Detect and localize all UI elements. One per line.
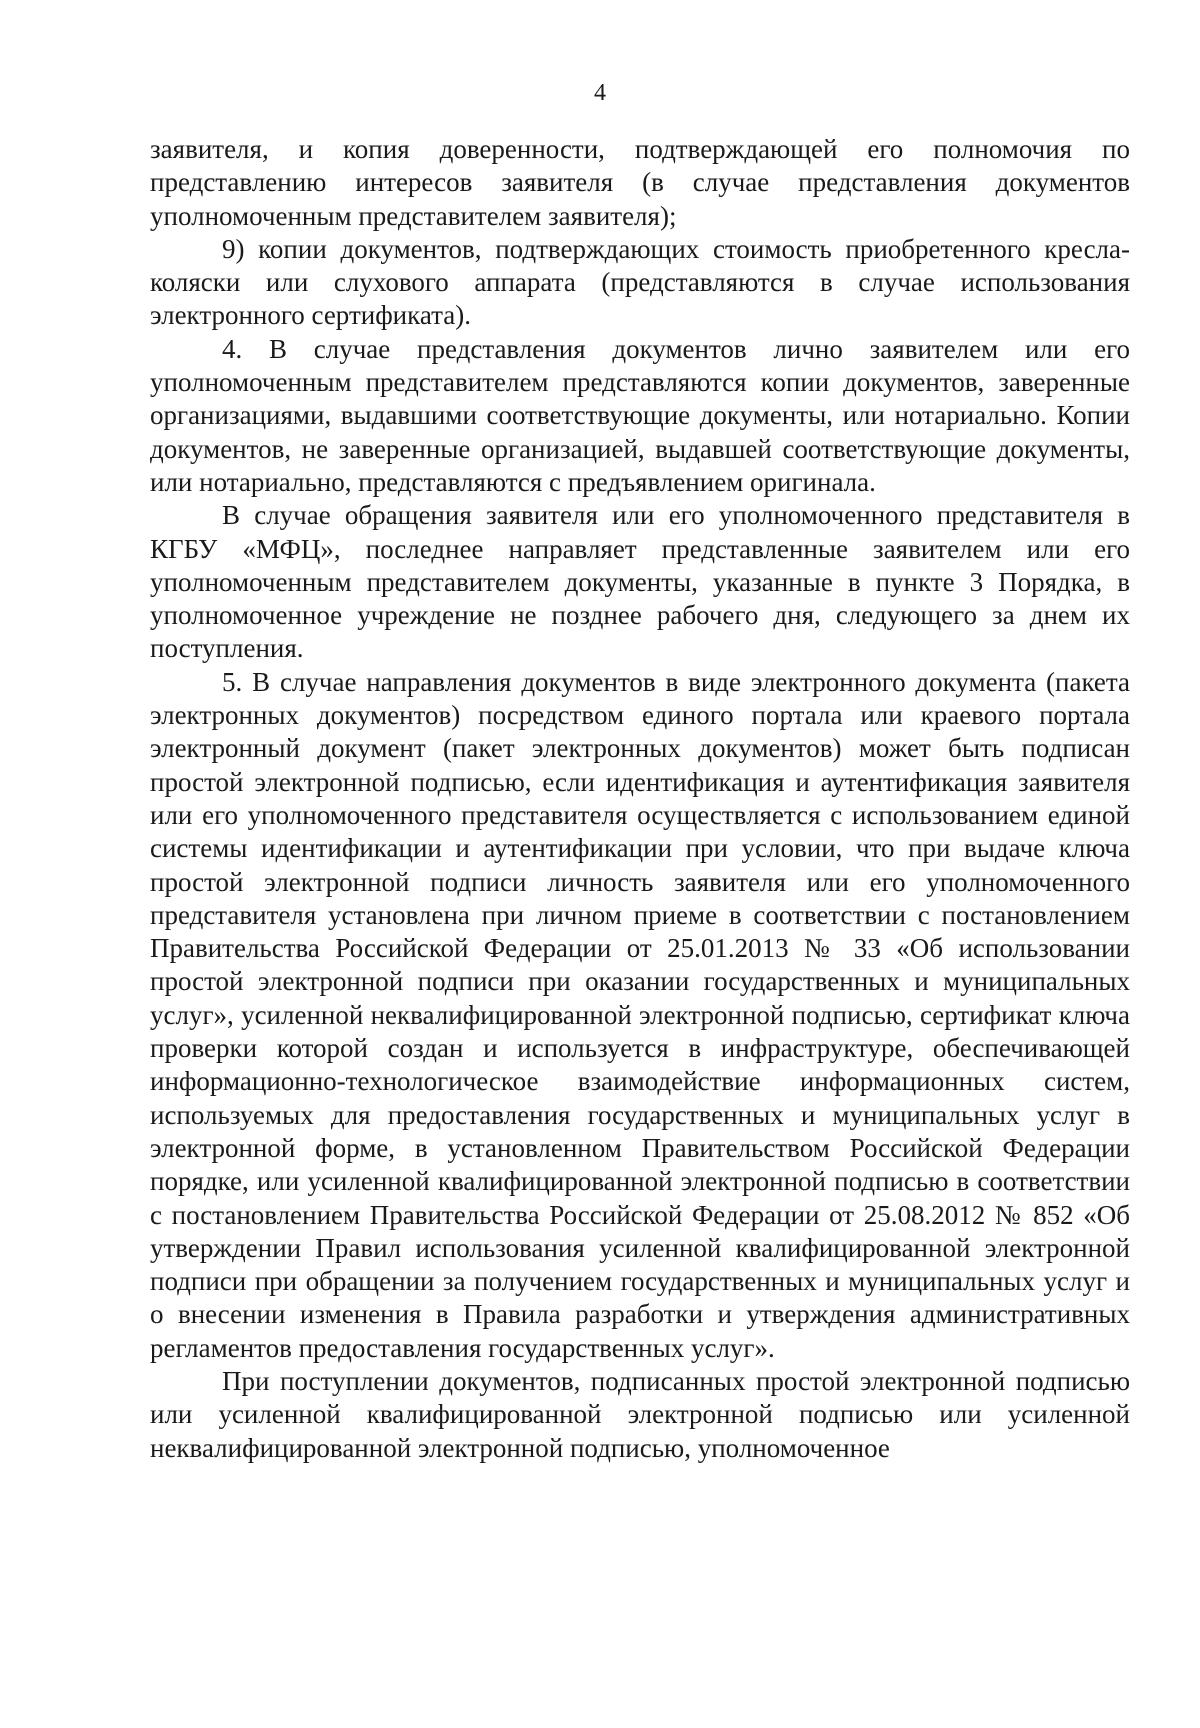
page-number: 4 (594, 80, 606, 106)
paragraph-section-4-copies: 4. В случае представления документов лично заявителем или его уполномоченным представителем представляются копии документов, заверенные организациями, выдавшими соответствующие документы, или нотариально. Копии документов, не заверенные организацией, выдавшей соответствующие документы, или нотариально, представляются с предъявлением оригинала. (150, 333, 1130, 497)
document-body (150, 133, 1130, 1465)
paragraph-mfc-forwarding: В случае обращения заявителя или его уполномоченного представителя в КГБУ «МФЦ», последнее направляет представленные заявителем или его уполномоченным представителем документы, указанные в пункте 3 Порядка, в уполномоченное учреждение не позднее рабочего дня, следующего за днем их поступления. (150, 500, 1130, 664)
paragraph-item-9-cost-documents: 9) копии документов, подтверждающих стоимость приобретенного кресла-коляски или слухового аппарата (представляются в случае использования электронного сертификата). (150, 233, 1130, 331)
paragraph-applicant-power-of-attorney: заявителя, и копия доверенности, подтверждающей его полномочия по представлению интересов заявителя (в случае представления документов уполномоченным представителем заявителя); (150, 134, 1130, 231)
paragraph-signed-documents-receipt: При поступлении документов, подписанных простой электронной подписью или усиленной квалифицированной электронной подписью или усиленной неквалифицированной электронной подписью, уполномоченное (150, 1365, 1130, 1463)
paragraph-section-5-electronic-signature: 5. В случае направления документов в виде электронного документа (пакета электронных документов) посредством единого портала или краевого портала электронный документ (пакет электронных документов) может быть подписан простой электронной подписью, если идентификация и аутентификация заявителя или его уполномоченного представителя осуществляется с использованием единой системы идентификации и аутентификации при условии, что при выдаче ключа простой электронной подписи личность заявителя или его уполномоченного представителя установлена при личном приеме в соответствии с постановлением Правительства Российской Федерации от 25.01.2013 № 33 «Об использовании простой электронной подписи при оказании государственных и муниципальных услуг», усиленной неквалифицированной электронной подписью, сертификат ключа проверки которой создан и используется в инфраструктуре, обеспечивающей информационно-технологическое взаимодействие информационных систем, используемых для предоставления государственных и муниципальных услуг в электронной форме, в установленном Правительством Российской Федерации порядке, или усиленной квалифицированной электронной подписью в соответствии с постановлением Правительства Российской Федерации от 25.08.2012 № 852 «Об утверждении Правил использования усиленной квалифицированной электронной подписи при обращении за получением государственных и муниципальных услуг и о внесении изменения в Правила разработки и утверждения административных регламентов предоставления государственных услуг». (150, 666, 1130, 1363)
